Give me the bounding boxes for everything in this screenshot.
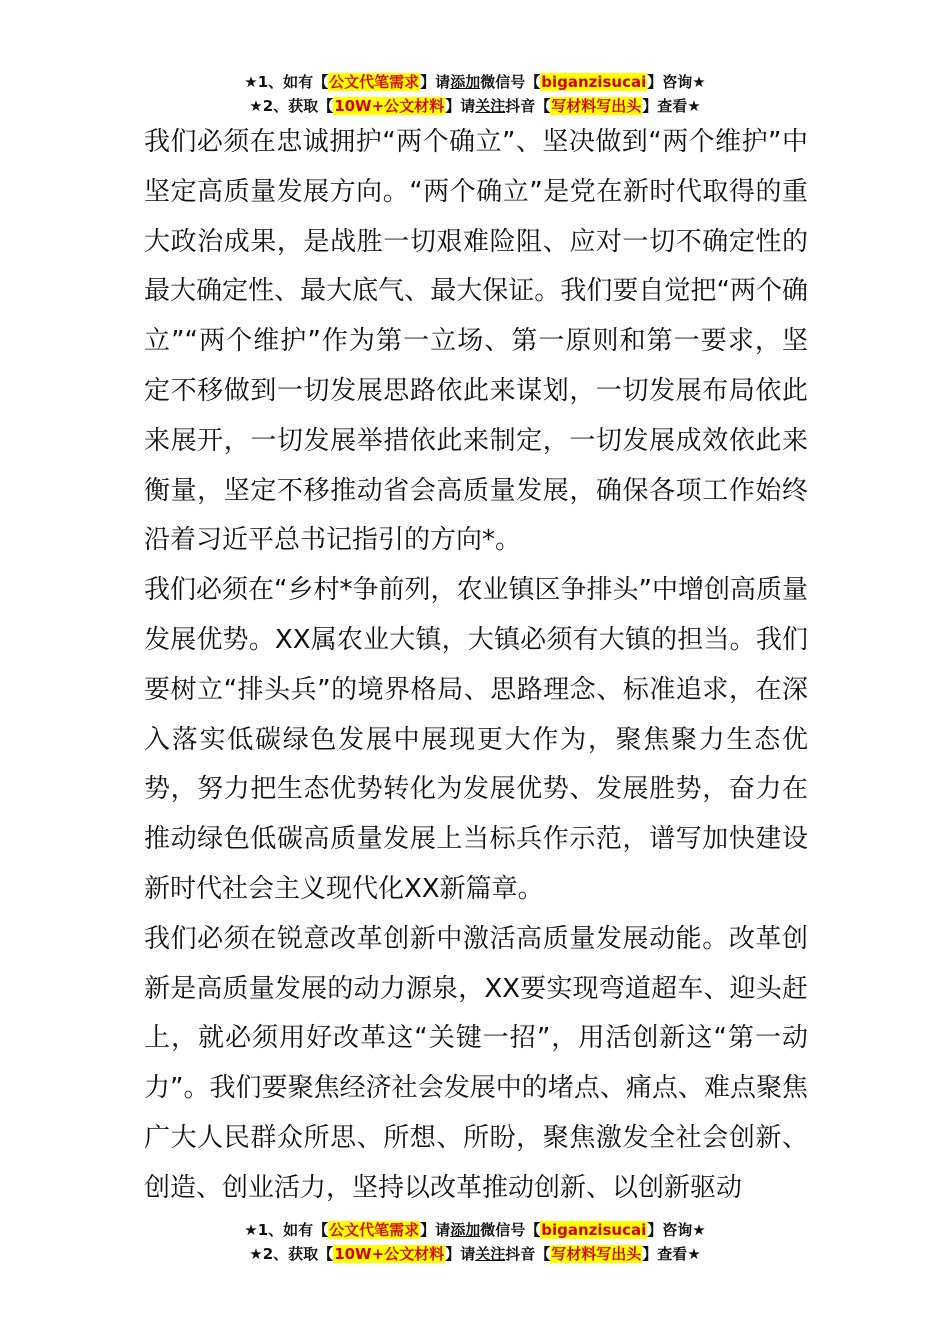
banner-text: 】请 [445, 1245, 476, 1263]
banner-text: 】请 [420, 73, 451, 91]
banner-text: 】请 [420, 1221, 451, 1239]
banner-douyin-id: 写材料写出头 [551, 1245, 642, 1263]
paragraph: 我们必须在“乡村*争前列，农业镇区争排头”中增创高质量发展优势。XX属农业大镇，大镇必须有大镇的担当。我们要树立“排头兵”的境界格局、思路理念、标准追求，在深入落实低碳绿色发展中展现更大作为，聚焦聚力生态优势，努力把生态优势转化为发展优势、发展胜势，奋力在推动绿色低碳高质量发展上当标兵作示范，谱写加快建设新时代社会主义现代化XX新篇章。 [144, 575, 808, 904]
banner-text: ★2、获取【 [249, 1245, 334, 1263]
paragraph: 我们必须在锐意改革创新中激活高质量发展动能。改革创新是高质量发展的动力源泉，XX要实现弯道超车、迎头赶上，就必须用好改革这“关键一招”，用活创新这“第一动力”。我们要聚焦经济社会发展中的堵点、痛点、难点聚焦广大人民群众所思、所想、所盼，聚焦激发全社会创新、创造、创业活力，坚持以改革推动创新、以创新驱动 [144, 923, 808, 1203]
banner-text: 抖音【 [505, 1245, 551, 1263]
banner-text: 】咨询★ [647, 1221, 706, 1239]
banner-highlight: 公文代笔需求 [329, 1221, 420, 1239]
banner-text: ★2、获取【 [249, 97, 334, 115]
banner-text: 】查看★ [642, 97, 701, 115]
banner-text: 】查看★ [642, 1245, 701, 1263]
banner-underline: 关注 [475, 1245, 506, 1263]
document-body [144, 118, 808, 1214]
banner-highlight: 公文代笔需求 [329, 73, 420, 91]
banner-underline: 添加 [450, 1221, 481, 1239]
banner-text: 】咨询★ [647, 73, 706, 91]
banner-underline: 添加 [450, 73, 481, 91]
banner-highlight: 10W+公文材料 [334, 97, 445, 115]
banner-text: 抖音【 [505, 97, 551, 115]
paragraph: 我们必须在忠诚拥护“两个确立”、坚决做到“两个维护”中坚定高质量发展方向。“两个确立”是党在新时代取得的重大政治成果，是战胜一切艰难险阻、应对一切不确定性的最大确定性、最大底气、最大保证。我们要自觉把“两个确立”“两个维护”作为第一立场、第一原则和第一要求，坚定不移做到一切发展思路依此来谋划，一切发展布局依此来展开，一切发展举措依此来制定，一切发展成效依此来衡量，坚定不移推动省会高质量发展，确保各项工作始终沿着习近平总书记指引的方向*。 [144, 127, 808, 556]
banner-highlight: 10W+公文材料 [334, 1245, 445, 1263]
header-banner [0, 70, 950, 118]
banner-text: ★1、如有【 [244, 1221, 329, 1239]
banner-wechat-id: biganzisucai [541, 73, 647, 91]
banner-underline: 关注 [475, 97, 506, 115]
banner-text: 微信号【 [480, 73, 541, 91]
banner-line-2 [0, 94, 950, 118]
banner-douyin-id: 写材料写出头 [551, 97, 642, 115]
banner-text: 微信号【 [480, 1221, 541, 1239]
banner-text: ★1、如有【 [244, 73, 329, 91]
banner-line-1 [0, 1218, 950, 1242]
footer-banner [0, 1218, 950, 1266]
banner-wechat-id: biganzisucai [541, 1221, 647, 1239]
banner-line-2 [0, 1242, 950, 1266]
banner-text: 】请 [445, 97, 476, 115]
banner-line-1 [0, 70, 950, 94]
